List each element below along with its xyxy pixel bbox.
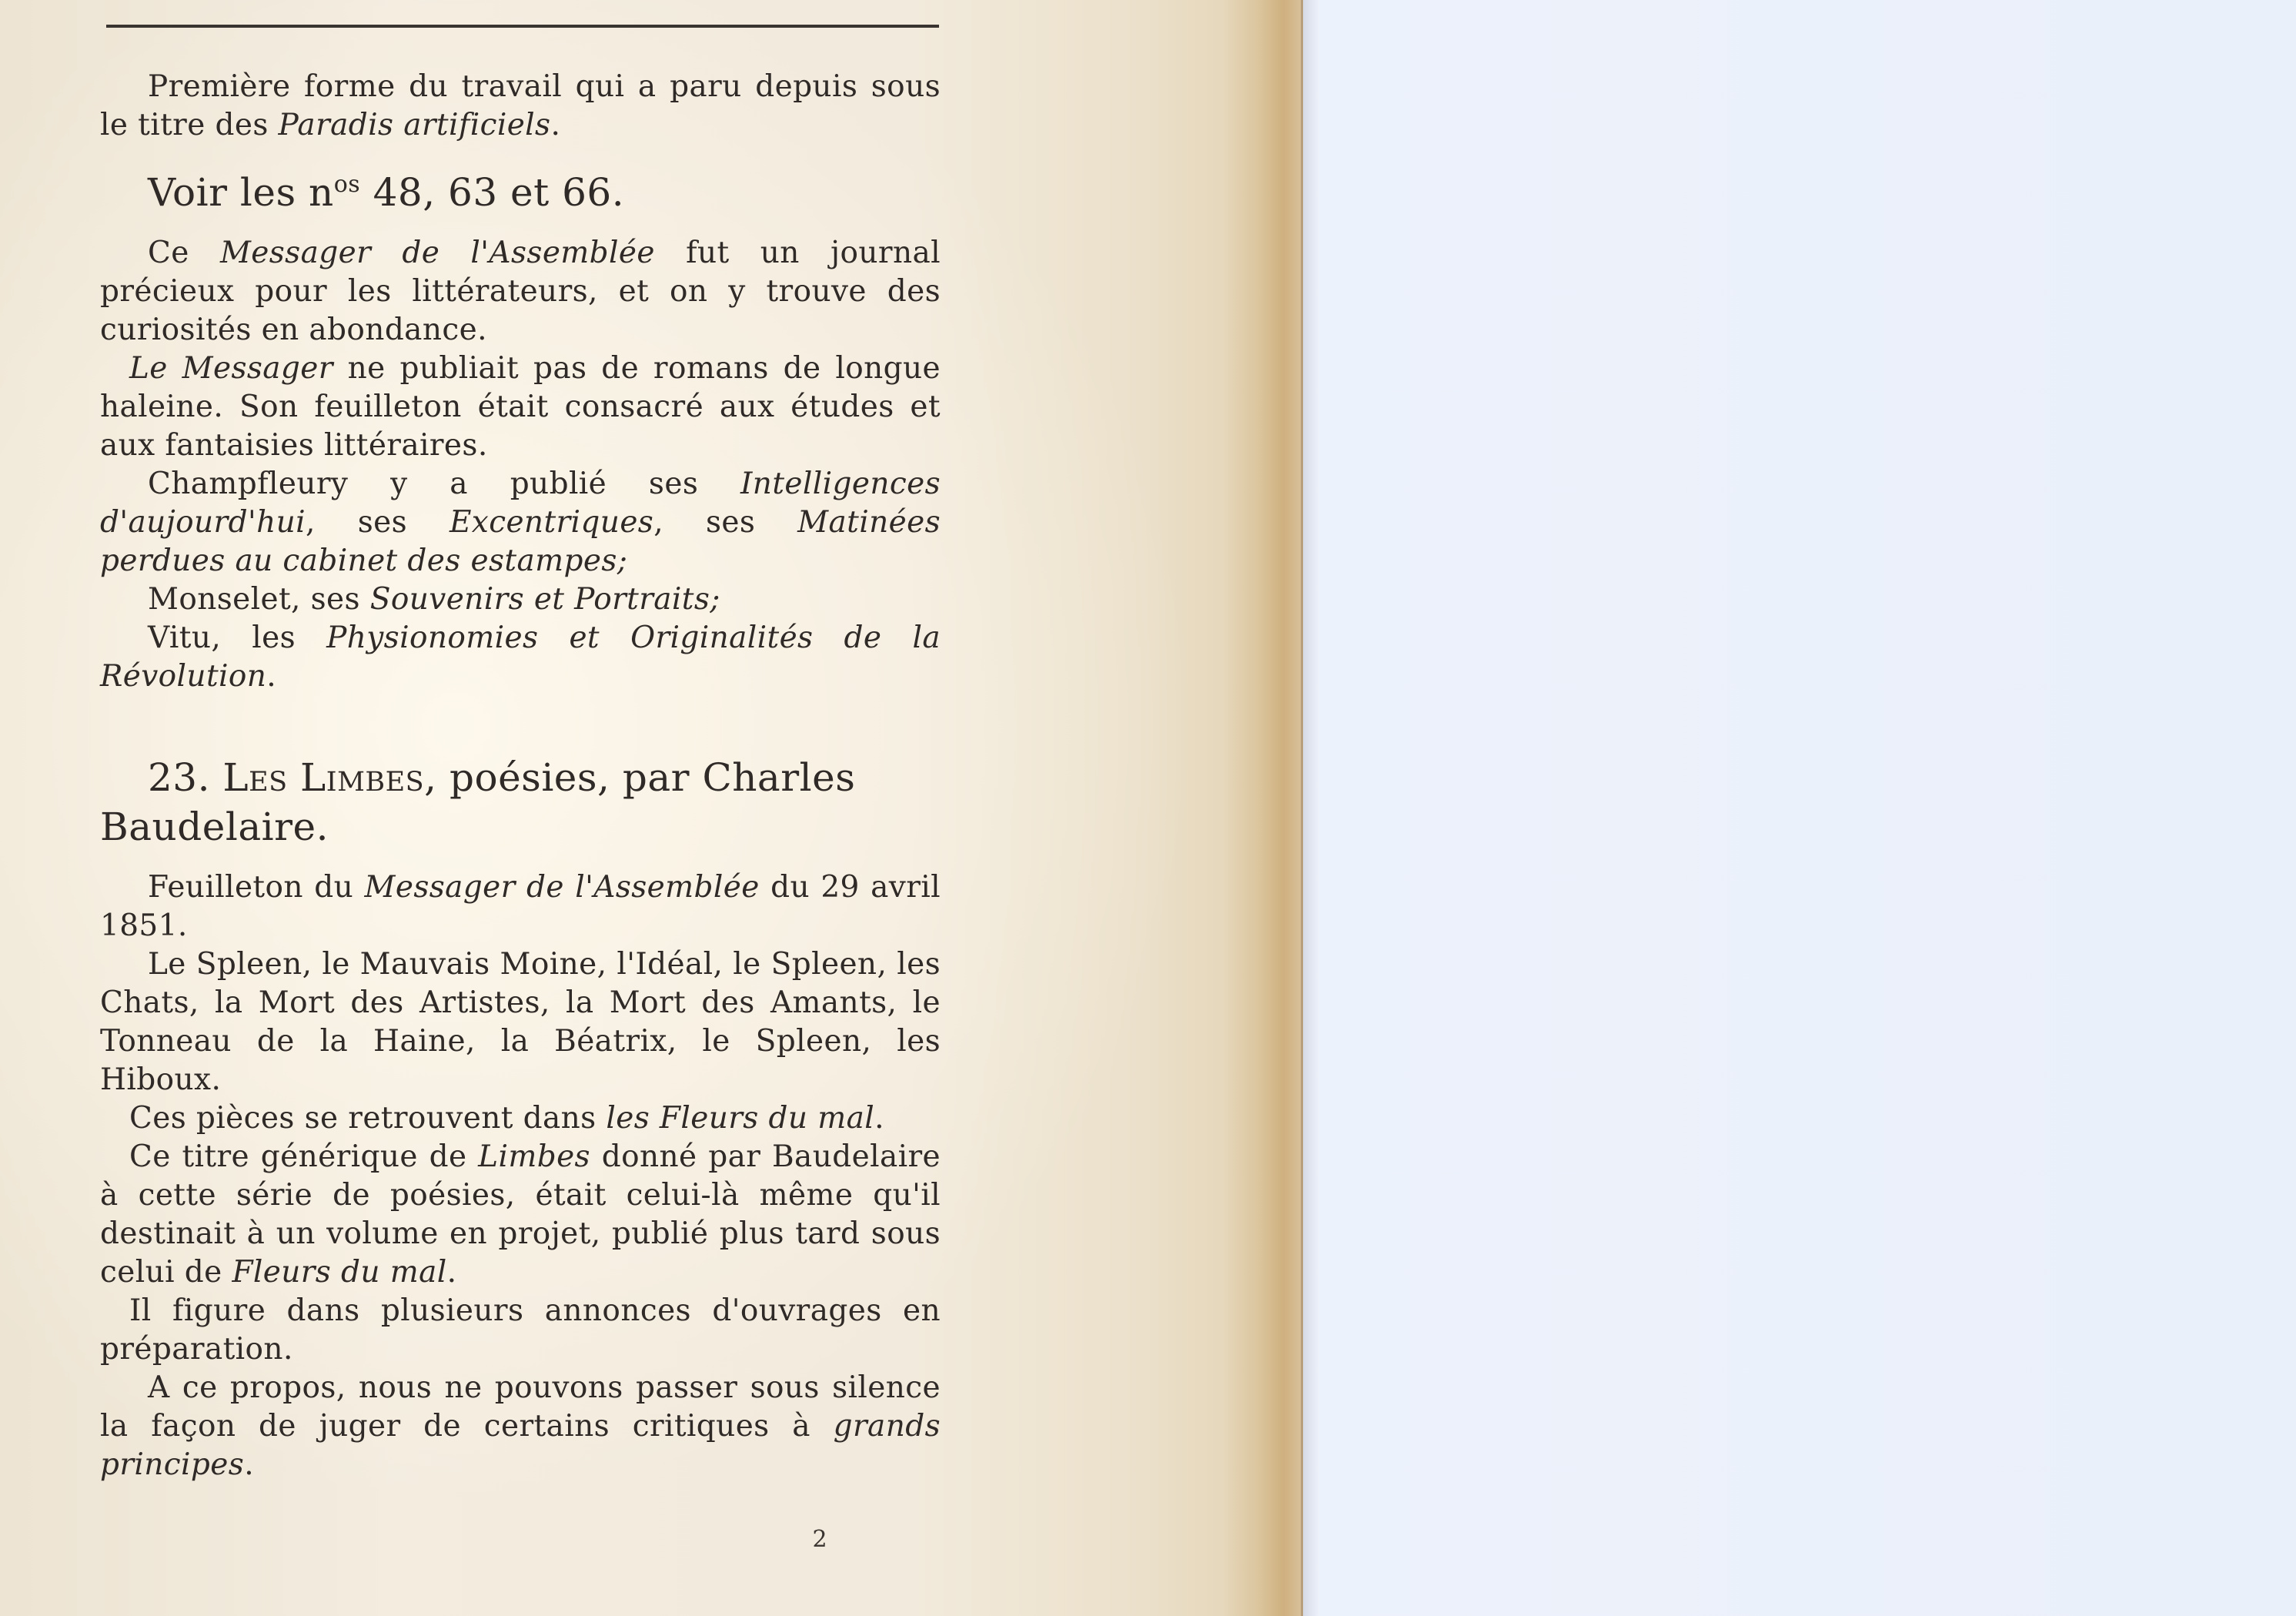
heading-les-limbes xyxy=(100,753,941,851)
text-span: . xyxy=(874,1101,884,1136)
superscript: os xyxy=(333,171,361,198)
top-rule xyxy=(106,25,939,28)
italic-title: Messager de l'Assemblée xyxy=(219,236,655,270)
text-span: Champfleury y a publié ses xyxy=(148,467,740,501)
text-span: donné par Baudelaire à cette série de poésies, était celui-là même qu'il destinait à un volume en projet, publié plus tard sous celui de xyxy=(100,1139,941,1290)
text-span: Ces pièces se retrouvent dans xyxy=(129,1101,607,1136)
paragraph-a-ce-propos xyxy=(100,1369,941,1484)
text-span: Il figure dans plusieurs annonces d'ouvrages en préparation. xyxy=(100,1293,941,1367)
italic-title: Intelligences d'aujourd'hui xyxy=(100,467,941,540)
text-span: , poésies, par Charles Baudelaire. xyxy=(100,755,856,849)
text-span: . xyxy=(446,1255,457,1290)
paragraph-poem-list xyxy=(100,945,941,1099)
italic-title: Souvenirs et Portraits; xyxy=(369,582,720,617)
italic-title: Matinées perdues au cabinet des estampes; xyxy=(100,505,941,578)
text-span: . xyxy=(244,1447,254,1482)
small-caps-title: Les Limbes xyxy=(222,755,425,800)
italic-title: grands principes xyxy=(100,1409,941,1482)
paragraph-titre-generique xyxy=(100,1138,941,1292)
text-span: Première forme du travail qui a paru depuis sous le titre des xyxy=(100,69,941,142)
text-span: Ce xyxy=(148,236,220,270)
paragraph-premiere-forme xyxy=(100,68,941,145)
page-edge xyxy=(1224,0,1303,1616)
italic-title: Le Messager xyxy=(129,351,333,386)
italic-title: Paradis artificiels xyxy=(278,108,551,142)
paragraph-feuilleton xyxy=(100,868,941,945)
text-span: A ce propos, nous ne pouvons passer sous silence la façon de juger de certains critiques à xyxy=(100,1370,941,1444)
page-number: 2 xyxy=(812,1526,827,1553)
text-span: Vitu, les xyxy=(148,621,327,655)
italic-title: Messager de l'Assemblée xyxy=(364,870,760,905)
text-span: . xyxy=(266,659,277,694)
italic-title: Limbes xyxy=(478,1139,590,1174)
text-span: Feuilleton du xyxy=(148,870,365,905)
heading-voir-les xyxy=(100,168,941,217)
paragraph-ces-pieces xyxy=(100,1099,941,1138)
text-span: du 29 avril 1851. xyxy=(100,870,941,943)
paragraph-champfleury xyxy=(100,465,941,580)
page-shadow xyxy=(1301,0,1319,1616)
paragraph-messager xyxy=(100,234,941,350)
text-span: . xyxy=(550,108,561,142)
text-span: Monselet, ses xyxy=(148,582,370,617)
text-span: Voir les n xyxy=(148,170,334,215)
paragraph-le-messager xyxy=(100,350,941,465)
text-span: 48, 63 et 66. xyxy=(360,170,625,215)
paragraph-vitu xyxy=(100,619,941,696)
italic-title: Excentriques xyxy=(449,505,654,540)
text-span: Ce titre générique de xyxy=(129,1139,479,1174)
paragraph-il-figure xyxy=(100,1292,941,1369)
text-span: Le Spleen, le Mauvais Moine, l'Idéal, le Spleen, les Chats, la Mort des Artistes, la Mort des Amants, le Tonneau de la Haine, la Béatrix, le Spleen, les Hiboux. xyxy=(100,947,941,1097)
page-text xyxy=(100,68,941,1484)
text-span: fut un journal précieux pour les littérateurs, et on y trouve des curiosités en abondance. xyxy=(100,236,941,347)
text-span: ne publiait pas de romans de longue haleine. Son feuilleton était consacré aux études et aux fantaisies littéraires. xyxy=(100,351,941,463)
italic-title: les Fleurs du mal xyxy=(606,1101,875,1136)
paragraph-monselet xyxy=(100,580,941,619)
entry-number: 23. xyxy=(148,755,223,800)
text-span: , ses xyxy=(653,505,798,540)
italic-title: Fleurs du mal xyxy=(232,1255,447,1290)
italic-title: Physionomies et Originalités de la Révolution xyxy=(100,621,941,694)
text-span: , ses xyxy=(305,505,450,540)
